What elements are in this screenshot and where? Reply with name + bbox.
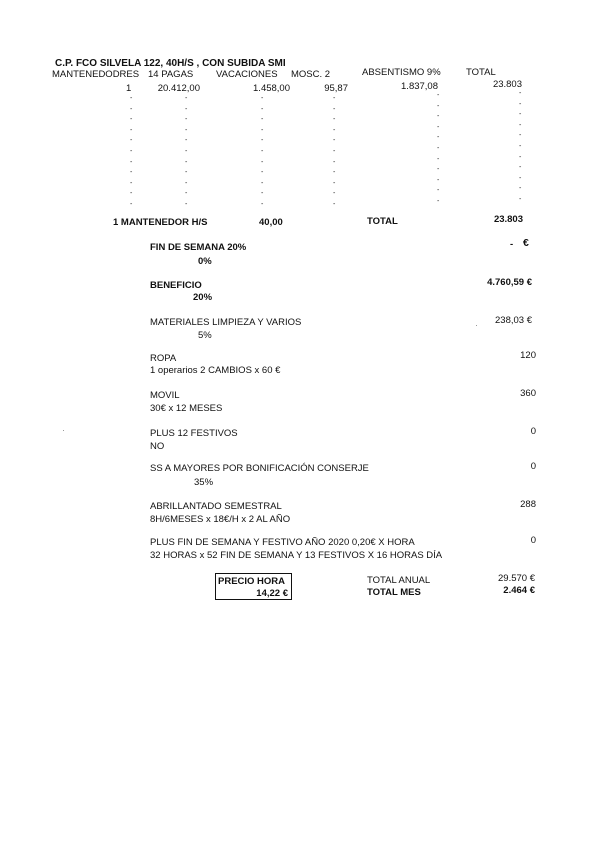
- dash-cell: -: [519, 111, 522, 119]
- dash-cell: -: [519, 164, 522, 172]
- dash-cell: -: [437, 123, 440, 131]
- dash-cell: -: [185, 201, 188, 208]
- scan-speck: [476, 325, 477, 326]
- dash-cell: -: [333, 179, 336, 187]
- dash-cell: -: [130, 179, 133, 187]
- fin-semana-label: FIN DE SEMANA 20%: [150, 242, 247, 253]
- header-14-pagas: 14 PAGAS: [148, 69, 194, 80]
- dash-cell: -: [185, 116, 188, 124]
- cell-absentismo: 1.837,08: [401, 81, 438, 92]
- summary-label: 1 MANTENEDOR H/S: [113, 217, 208, 228]
- dash-cell: -: [519, 174, 522, 182]
- dash-cell: -: [261, 105, 264, 113]
- scan-speck: [63, 430, 64, 431]
- dash-cell: -: [261, 201, 264, 208]
- total-anual-label: TOTAL ANUAL: [367, 575, 431, 586]
- header-vacaciones: VACACIONES: [216, 69, 278, 80]
- dash-cell: -: [437, 145, 440, 152]
- dash-cell: -: [333, 169, 336, 177]
- precio-hora-value: 14,22 €: [256, 588, 288, 599]
- ropa-label: ROPA: [150, 353, 177, 364]
- dash-cell: -: [437, 187, 440, 195]
- header-total: TOTAL: [466, 67, 496, 78]
- dash-cell: -: [333, 137, 336, 145]
- cell-total: 23.803: [492, 79, 522, 90]
- header-absentismo: ABSENTISMO 9%: [362, 67, 441, 78]
- materiales-label: MATERIALES LIMPIEZA Y VARIOS: [150, 317, 302, 328]
- precio-hora-label: PRECIO HORA: [218, 576, 286, 587]
- dash-cell: -: [261, 148, 264, 155]
- dash-cell: -: [261, 95, 264, 102]
- dash-cell: -: [130, 201, 133, 208]
- dash-cell: -: [185, 169, 188, 177]
- dash-cell: -: [333, 201, 336, 208]
- dash-cell: -: [130, 126, 133, 134]
- dash-cell: -: [333, 158, 336, 166]
- ropa-value: 120: [520, 350, 536, 361]
- cell-vacaciones: 1.458,00: [253, 83, 290, 94]
- dash-cell: -: [437, 134, 440, 142]
- dash-cell: -: [437, 176, 440, 184]
- movil-label: MOVIL: [150, 390, 180, 401]
- dash-cell: -: [519, 121, 522, 129]
- dash-cell: -: [261, 169, 264, 177]
- ss-label: SS A MAYORES POR BONIFICACIÓN CONSERJE: [150, 463, 369, 474]
- cell-mantenedores: 1: [126, 83, 132, 94]
- dash-cell: -: [130, 116, 133, 124]
- dash-cell: -: [519, 185, 522, 193]
- abrillantado-value: 288: [520, 499, 536, 510]
- plus-fin-sub: 32 HORAS x 52 FIN DE SEMANA Y 13 FESTIVOS X 16 HORAS DÍA: [150, 550, 443, 561]
- summary-total-label: TOTAL: [367, 216, 398, 227]
- dash-cell: -: [261, 116, 264, 124]
- cell-mosc: 95,87: [324, 83, 348, 94]
- dash-cell: -: [333, 148, 336, 155]
- dash-cell: -: [130, 137, 133, 145]
- abrillantado-sub: 8H/6MESES x 18€/H x 2 AL AÑO: [150, 514, 291, 525]
- total-mes-value: 2.464 €: [503, 585, 535, 596]
- dash-cell: -: [185, 105, 188, 113]
- materiales-value: 238,03 €: [495, 315, 532, 326]
- dash-cell: -: [437, 166, 440, 174]
- dash-cell: -: [333, 190, 336, 198]
- dash-cell: -: [130, 190, 133, 198]
- ss-value: 0: [530, 461, 536, 472]
- materiales-sub: 5%: [198, 330, 212, 341]
- movil-value: 360: [520, 388, 536, 399]
- movil-sub: 30€ x 12 MESES: [150, 403, 223, 414]
- fin-semana-sub: 0%: [198, 256, 212, 267]
- dash-cell: -: [519, 143, 522, 150]
- dash-cell: -: [437, 92, 440, 99]
- dash-cell: -: [130, 169, 133, 177]
- dash-cell: -: [261, 126, 264, 134]
- ss-sub: 35%: [194, 477, 214, 488]
- ropa-sub: 1 operarios 2 CAMBIOS x 60 €: [150, 365, 281, 376]
- plus-fin-value: 0: [530, 535, 536, 546]
- dash-cell: -: [519, 153, 522, 161]
- abrillantado-label: ABRILLANTADO SEMESTRAL: [150, 501, 282, 512]
- dash-cell: -: [333, 116, 336, 124]
- dash-cell: -: [437, 198, 440, 205]
- dash-cell: -: [261, 179, 264, 187]
- summary-hours: 40,00: [259, 217, 283, 228]
- dash-cell: -: [185, 179, 188, 187]
- dash-cell: -: [519, 132, 522, 140]
- dash-cell: -: [185, 148, 188, 155]
- fin-semana-currency: €: [523, 237, 529, 249]
- dash-cell: -: [261, 137, 264, 145]
- festivos-value: 0: [530, 426, 536, 437]
- dash-cell: -: [261, 190, 264, 198]
- beneficio-sub: 20%: [193, 292, 213, 303]
- dash-cell: -: [185, 158, 188, 166]
- dash-cell: -: [185, 95, 188, 102]
- dash-cell: -: [437, 102, 440, 110]
- document-title: C.P. FCO SILVELA 122, 40H/S , CON SUBIDA SMI: [55, 58, 286, 69]
- total-anual-value: 29.570 €: [498, 573, 535, 584]
- dash-cell: -: [333, 126, 336, 134]
- total-mes-label: TOTAL MES: [367, 587, 421, 598]
- dash-cell: -: [130, 148, 133, 155]
- dash-cell: -: [333, 95, 336, 102]
- dash-cell: -: [185, 190, 188, 198]
- festivos-sub: NO: [150, 441, 165, 452]
- dash-cell: -: [185, 137, 188, 145]
- fin-semana-value: -: [510, 239, 514, 250]
- dash-cell: -: [130, 158, 133, 166]
- dash-cell: -: [519, 196, 522, 203]
- dash-cell: -: [519, 100, 522, 108]
- dash-cell: -: [519, 90, 522, 97]
- cell-14-pagas: 20.412,00: [157, 83, 200, 94]
- dash-cell: -: [261, 158, 264, 166]
- dash-cell: -: [130, 105, 133, 113]
- beneficio-label: BENEFICIO: [150, 280, 202, 291]
- plus-fin-label: PLUS FIN DE SEMANA Y FESTIVO AÑO 2020 0,20€ X HORA: [150, 537, 415, 548]
- dash-cell: -: [333, 105, 336, 113]
- dash-cell: -: [130, 95, 133, 102]
- dash-cell: -: [437, 155, 440, 163]
- header-mantenedores: MANTENEDODRES: [52, 69, 140, 80]
- festivos-label: PLUS 12 FESTIVOS: [150, 428, 238, 439]
- beneficio-value: 4.760,59 €: [487, 277, 532, 288]
- summary-total-value: 23.803: [493, 214, 523, 225]
- header-mosc: MOSC. 2: [291, 69, 331, 80]
- dash-cell: -: [437, 113, 440, 121]
- dash-cell: -: [185, 126, 188, 134]
